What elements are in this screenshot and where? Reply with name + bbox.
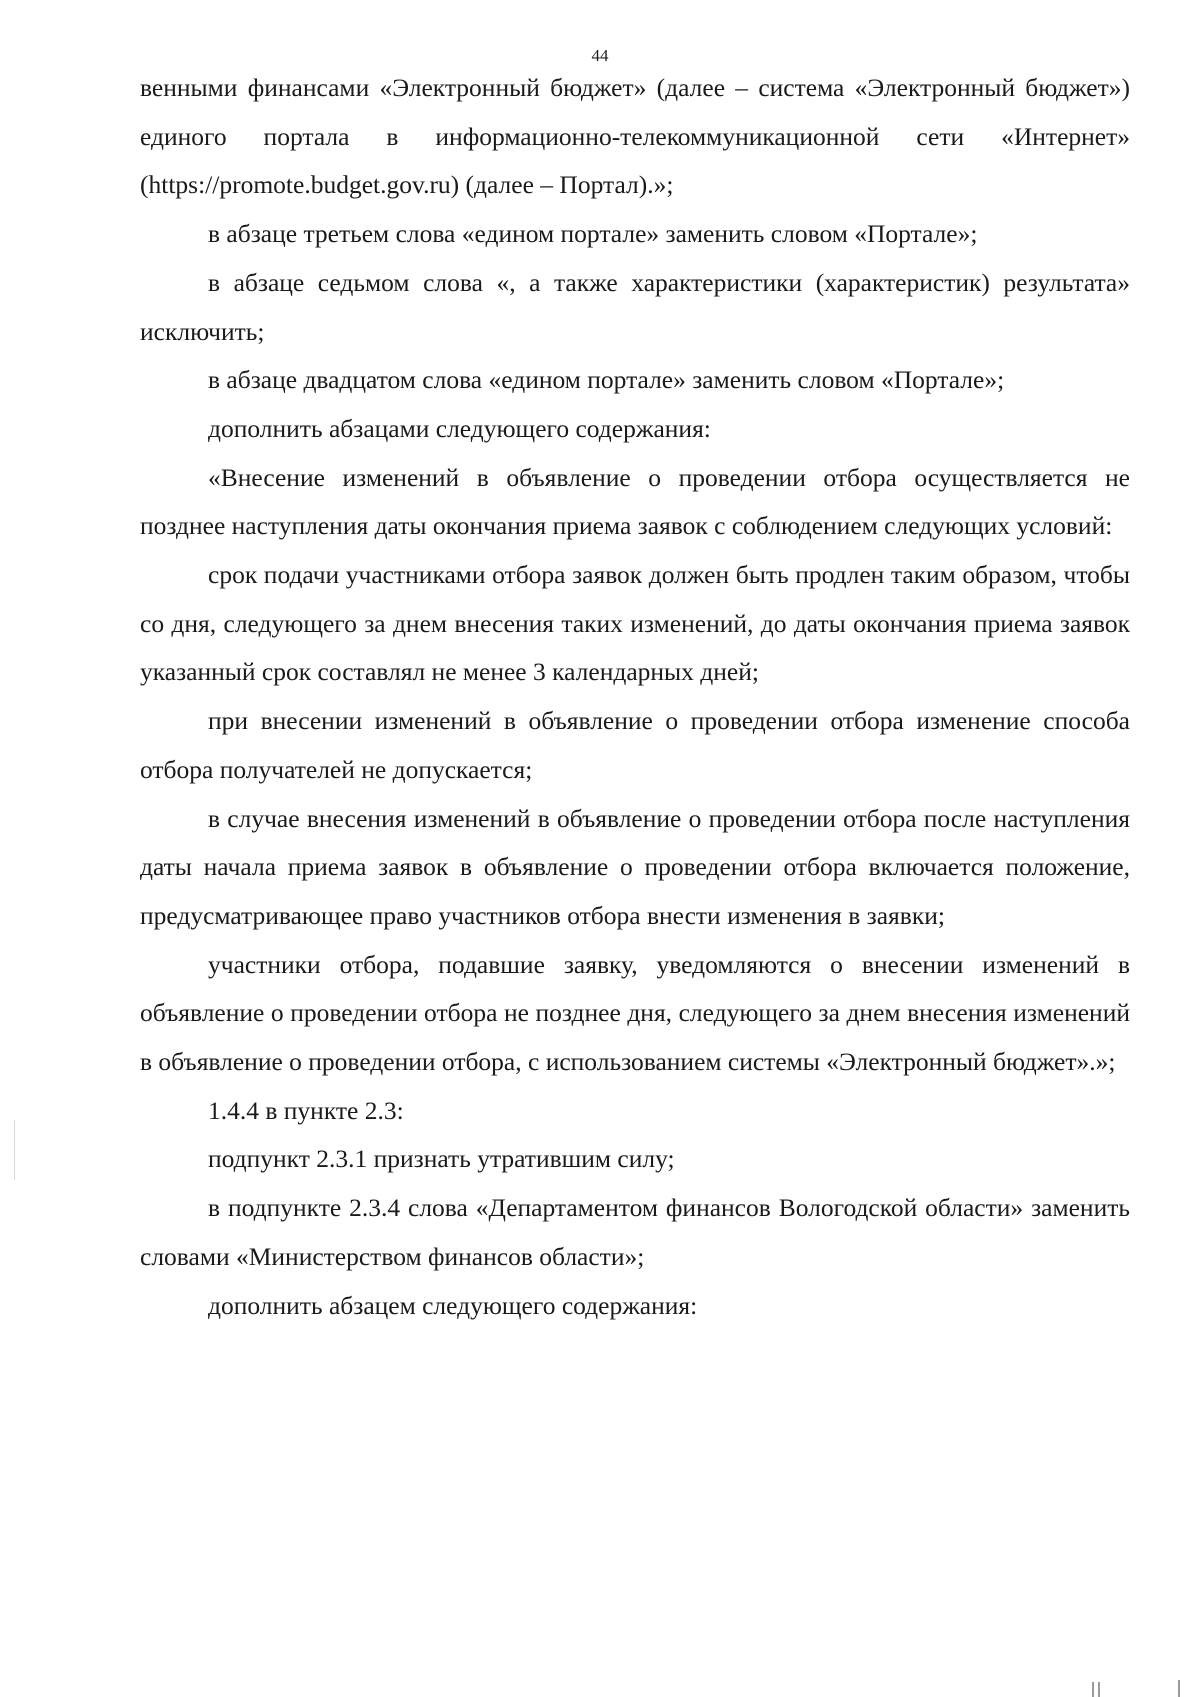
paragraph: участники отбора, подавшие заявку, уведомляются о внесении изменений в объявление о проведении отбора не позднее дня, следующего за днем внесения изменений в объявление о проведении отбора, с использованием системы «Электронный бюджет».»; (140, 949, 1130, 1077)
paragraph: в абзаце третьем слова «едином портале» заменить словом «Портале»; (208, 219, 978, 249)
paragraph: дополнить абзацем следующего содержания: (208, 1290, 698, 1320)
paragraph: подпункт 2.3.1 признать утратившим силу; (208, 1144, 675, 1174)
scan-artifact (1092, 1682, 1094, 1697)
scan-artifact (1178, 1680, 1180, 1697)
paragraph: 1.4.4 в пункте 2.3: (208, 1095, 404, 1125)
scan-artifact (14, 1120, 15, 1180)
scan-artifact (1098, 1682, 1100, 1697)
paragraph-continuation: венными финансами «Электронный бюджет» (далее – система «Электронный бюджет») единого портала в информационно-телекоммуникационной сети «Интернет» (https://promote.budget.gov.ru) (далее – Портал).»; (140, 73, 1130, 200)
paragraph: дополнить абзацами следующего содержания: (208, 413, 711, 443)
paragraph: в подпункте 2.3.4 слова «Департаментом финансов Вологодской области» заменить словами «Министерством финансов области»; (140, 1193, 1130, 1271)
paragraph: при внесении изменений в объявление о проведении отбора изменение способа отбора получателей не допускается; (140, 706, 1130, 784)
paragraph: в абзаце седьмом слова «, а также характеристики (характеристик) результата» исключить; (140, 267, 1130, 346)
paragraph: срок подачи участниками отбора заявок должен быть продлен таким образом, чтобы со дня, следующего за днем внесения таких изменений, до даты окончания приема заявок указанный срок составлял не менее 3 календарных дней; (140, 560, 1130, 687)
page-number: 44 (591, 46, 609, 65)
paragraph: в случае внесения изменений в объявление о проведении отбора после наступления даты начала приема заявок в объявление о проведении отбора включается положение, предусматривающее право участников отбора внести изменения в заявки; (140, 803, 1130, 930)
document-body (140, 64, 1130, 1330)
paragraph: «Внесение изменений в объявление о проведении отбора осуществляется не позднее наступления даты окончания приема заявок с соблюдением следующих условий: (140, 462, 1130, 541)
paragraph: в абзаце двадцатом слова «едином портале» заменить словом «Портале»; (208, 365, 1005, 395)
